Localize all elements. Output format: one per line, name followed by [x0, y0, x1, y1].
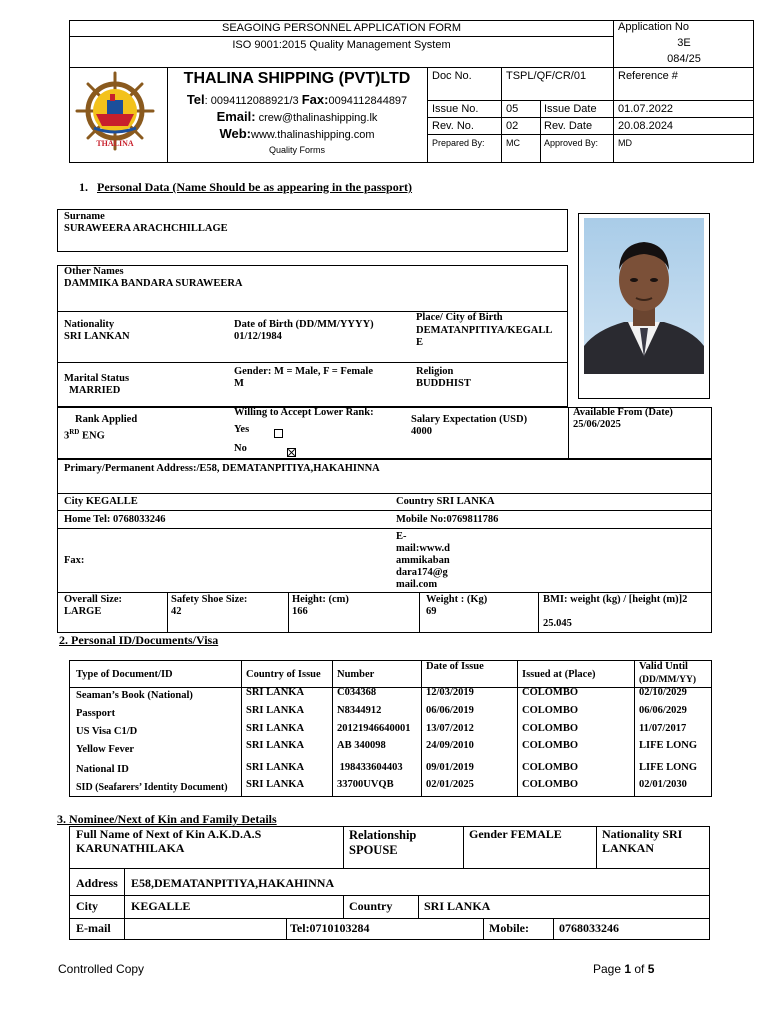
country-line: Country SRI LANKA [396, 496, 495, 507]
doc-row-5-date: 02/01/2025 [426, 779, 474, 790]
footer-controlled-copy: Controlled Copy [58, 962, 145, 976]
doc-row-0-valid: 02/10/2029 [639, 687, 687, 698]
rev-date-label: Rev. Date [544, 120, 593, 132]
marital-label: Marital Status [64, 373, 130, 384]
religion-value: BUDDHIST [416, 378, 471, 389]
form-title: SEAGOING PERSONNEL APPLICATION FORM [222, 22, 461, 34]
doc-row-4-place: COLOMBO [522, 762, 579, 773]
issue-no-label: Issue No. [432, 103, 479, 115]
nok-gender: Gender FEMALE [469, 827, 562, 841]
doc-row-0-place: COLOMBO [522, 687, 579, 698]
app-no-label: Application No [618, 21, 689, 33]
iso-line: ISO 9001:2015 Quality Management System [232, 39, 451, 51]
lower-rank-no-checkbox[interactable] [287, 448, 296, 457]
nok-fullname-line-2: KARUNATHILAKA [76, 841, 185, 855]
doc-row-4-date: 09/01/2019 [426, 762, 474, 773]
prepared-label: Prepared By: [432, 138, 485, 148]
bmi-label: BMI: weight (kg) / [height (m)]2 [543, 594, 688, 605]
doc-row-4-valid: LIFE LONG [639, 762, 698, 773]
weight-label: Weight : (Kg) [426, 594, 488, 605]
section-3-title: 3. Nominee/Next of Kin and Family Details [57, 812, 277, 826]
nok-email-label: E-mail [76, 921, 111, 935]
rank-value: 3RD ENG [64, 428, 105, 442]
rev-date-value: 20.08.2024 [618, 120, 674, 132]
section-1-title: 1. Personal Data (Name Should be as appearing in the passport) [79, 180, 413, 194]
app-no-value-2: 084/25 [667, 53, 701, 65]
applicant-photo [584, 218, 704, 374]
weight-value: 69 [426, 606, 437, 617]
doc-row-3-type: Yellow Fever [76, 744, 135, 755]
shoe-size-value: 42 [171, 606, 182, 617]
doc-row-0-type: Seaman’s Book (National) [76, 690, 193, 701]
doc-row-2-valid: 11/07/2017 [639, 723, 687, 734]
issue-date-value: 01.07.2022 [618, 103, 674, 115]
doc-row-5-country: SRI LANKA [246, 779, 305, 790]
nok-address-label: Address [76, 876, 118, 890]
nationality-value: SRI LANKAN [64, 331, 130, 342]
doc-row-0-number: C034368 [337, 687, 377, 698]
approved-value: MD [618, 138, 632, 148]
email-line-1: E- [396, 531, 407, 542]
doc-row-4-type: National ID [76, 764, 129, 775]
available-value: 25/06/2025 [573, 419, 621, 430]
col-header-date: Date of Issue [426, 661, 484, 672]
city-line: City KEGALLE [64, 496, 138, 507]
surname-label: Surname [64, 211, 105, 222]
marital-value: MARRIED [69, 385, 121, 396]
doc-row-5-type: SID (Seafarers’ Identity Document) [76, 782, 228, 793]
doc-row-3-valid: LIFE LONG [639, 740, 698, 751]
quality-forms: Quality Forms [268, 145, 325, 155]
pob-value-2: E [416, 337, 424, 348]
overall-size-label: Overall Size: [64, 594, 123, 605]
section-2-title: 2. Personal ID/Documents/Visa [59, 633, 219, 647]
app-no-value-1: 3E [677, 37, 691, 49]
col-header-valid-2: (DD/MM/YY) [639, 675, 696, 685]
issue-date-label: Issue Date [544, 103, 597, 115]
religion-label: Religion [416, 366, 454, 377]
height-value: 166 [292, 606, 308, 617]
gender-value: M [234, 378, 244, 389]
reference-label: Reference # [618, 70, 678, 82]
doc-row-3-place: COLOMBO [522, 740, 579, 751]
nok-country-label: Country [349, 899, 393, 913]
doc-row-5-valid: 02/01/2030 [639, 779, 687, 790]
pob-value-1: DEMATANPITIYA/KEGALL [416, 325, 553, 336]
prepared-value: MC [506, 138, 520, 148]
nok-mobile-value: 0768033246 [559, 921, 619, 935]
rev-no-value: 02 [506, 120, 519, 132]
nok-nationality-line-2: LANKAN [602, 841, 655, 855]
nok-mobile-label: Mobile: [489, 921, 529, 935]
nok-city-label: City [76, 899, 98, 913]
rank-label: Rank Applied [75, 414, 138, 425]
doc-no-value: TSPL/QF/CR/01 [506, 70, 587, 82]
gender-label: Gender: M = Male, F = Female [234, 366, 373, 377]
col-header-country: Country of Issue [246, 669, 321, 680]
doc-row-2-country: SRI LANKA [246, 723, 305, 734]
email-line-4: dara174@g [396, 567, 448, 578]
company-email: Email: crew@thalinashipping.lk [216, 109, 378, 124]
bmi-value: 25.045 [543, 618, 572, 629]
email-line-2: mail:www.d [396, 543, 450, 554]
doc-row-3-country: SRI LANKA [246, 740, 305, 751]
doc-row-1-place: COLOMBO [522, 705, 579, 716]
doc-no-label: Doc No. [432, 70, 472, 82]
fax-label: Fax: [64, 555, 85, 566]
nok-nationality-line-1: Nationality SRI [602, 827, 683, 841]
lower-rank-label: Willing to Accept Lower Rank: [234, 407, 374, 418]
doc-row-1-valid: 06/06/2029 [639, 705, 687, 716]
salary-value: 4000 [411, 426, 432, 437]
doc-row-2-type: US Visa C1/D [76, 726, 138, 737]
nok-relationship-label: Relationship [349, 828, 417, 842]
doc-row-3-date: 24/09/2010 [426, 740, 474, 751]
salary-label: Salary Expectation (USD) [411, 414, 528, 425]
logo-text: THALINA [96, 139, 134, 148]
company-logo [74, 70, 156, 152]
email-line-5: mail.com [396, 579, 438, 590]
doc-row-4-country: SRI LANKA [246, 762, 305, 773]
nok-country-value: SRI LANKA [424, 899, 491, 913]
email-line-3: ammikaban [396, 555, 450, 566]
doc-row-0-date: 12/03/2019 [426, 687, 474, 698]
no-label: No [234, 443, 247, 454]
address-line: Primary/Permanent Address:/E58, DEMATANPITIYA,HAKAHINNA [64, 463, 380, 474]
doc-row-2-number: 20121946640001 [337, 723, 411, 734]
overall-size-value: LARGE [64, 606, 102, 617]
surname-value: SURAWEERA ARACHCHILLAGE [64, 223, 228, 234]
height-label: Height: (cm) [292, 594, 349, 605]
other-names-label: Other Names [64, 266, 124, 277]
yes-label: Yes [234, 424, 250, 435]
mobile-no: Mobile No:0769811786 [396, 514, 499, 525]
pob-label: Place/ City of Birth [416, 312, 503, 323]
nok-fullname-line-1: Full Name of Next of Kin A.K.D.A.S [76, 827, 262, 841]
lower-rank-yes-checkbox[interactable] [274, 429, 283, 438]
address-contact-box [57, 459, 712, 633]
company-tel: Tel: 0094112088921/3 Fax:0094112844897 [186, 92, 408, 107]
company-web: Web:www.thalinashipping.com [219, 126, 375, 141]
doc-row-1-number: N8344912 [337, 705, 382, 716]
footer-page-number: Page 1 of 5 [593, 962, 655, 976]
doc-row-3-number: AB 340098 [337, 740, 386, 751]
other-names-value: DAMMIKA BANDARA SURAWEERA [64, 278, 243, 289]
nok-tel: Tel:0710103284 [290, 921, 370, 935]
company-name: THALINA SHIPPING (PVT)LTD [183, 70, 411, 87]
doc-row-1-type: Passport [76, 708, 116, 719]
col-header-number: Number [337, 669, 375, 680]
nok-address-value: E58,DEMATANPITIYA,HAKAHINNA [131, 876, 335, 890]
doc-row-0-country: SRI LANKA [246, 687, 305, 698]
dob-label: Date of Birth (DD/MM/YYYY) [234, 319, 374, 330]
doc-row-4-number: 198433604403 [337, 762, 403, 773]
doc-row-1-country: SRI LANKA [246, 705, 305, 716]
col-header-valid-1: Valid Until [639, 661, 688, 672]
nok-city-value: KEGALLE [131, 899, 191, 913]
available-label: Available From (Date) [573, 407, 673, 418]
dob-value: 01/12/1984 [234, 331, 282, 342]
doc-row-2-date: 13/07/2012 [426, 723, 474, 734]
nationality-label: Nationality [64, 319, 115, 330]
doc-row-2-place: COLOMBO [522, 723, 579, 734]
home-tel: Home Tel: 0768033246 [64, 514, 166, 525]
doc-row-5-number: 33700UVQB [337, 779, 394, 790]
approved-label: Approved By: [544, 138, 599, 148]
doc-row-5-place: COLOMBO [522, 779, 579, 790]
nok-relationship-value: SPOUSE [349, 843, 398, 857]
rev-no-label: Rev. No. [432, 120, 474, 132]
issue-no-value: 05 [506, 103, 519, 115]
shoe-size-label: Safety Shoe Size: [171, 594, 248, 605]
col-header-place: Issued at (Place) [522, 669, 596, 680]
col-header-type: Type of Document/ID [76, 669, 173, 680]
doc-row-1-date: 06/06/2019 [426, 705, 474, 716]
